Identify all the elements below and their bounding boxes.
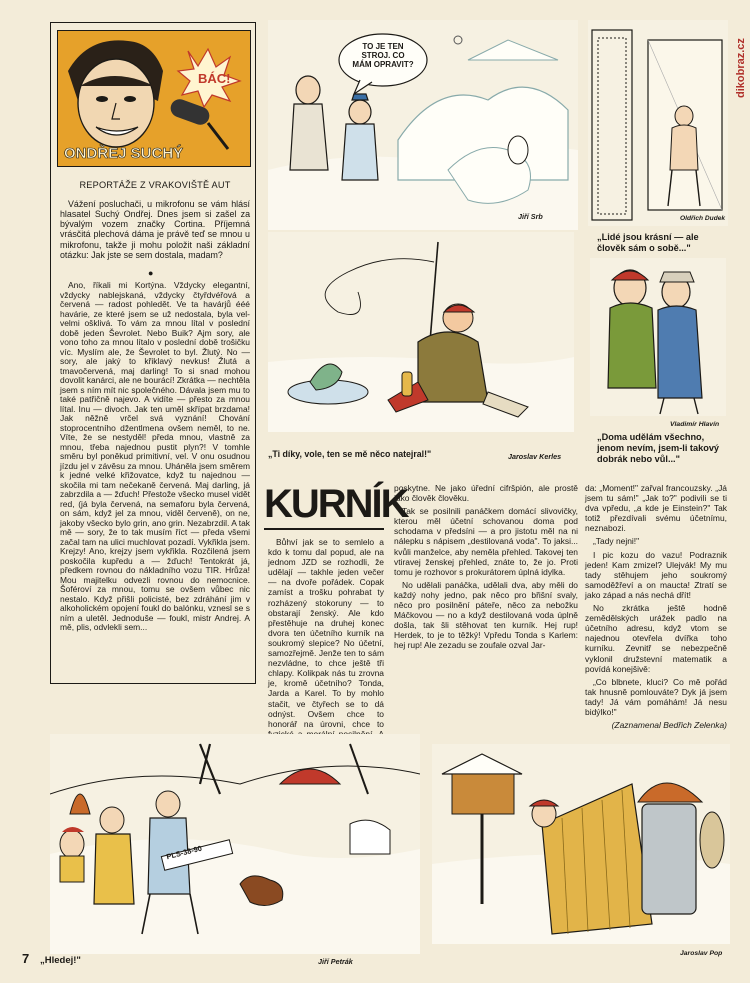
kerles-illustration <box>268 232 574 432</box>
kurnik-column-1 <box>268 537 384 752</box>
cartoon-srb <box>268 20 578 230</box>
bac-exclaim: BÁC! <box>198 71 231 86</box>
petrak-illustration <box>50 734 420 954</box>
hlavin-caption: „Doma udělám všechno, jenom nevím, jsem-li takový dobrák nebo vůl..." <box>597 432 720 464</box>
srb-author: Jiří Srb <box>518 212 543 221</box>
kurnik-col2a: poskytne. Ne jako úřední cifršpión, ale prostě jako člověk člověku. <box>394 483 578 504</box>
kurnik-col3e: „Co blbnete, kluci? Co mě pořád tak hnusně pomlouváte? Dyk já jsem tady! Já vám pomáhám! Já nesu bidýlko!" <box>585 676 727 717</box>
dudek-caption: „Lidé jsou krásní — ale člověk sám o sobě..." <box>597 232 699 253</box>
dudek-author: Oldřich Dudek <box>680 215 726 222</box>
kurnik-col1-text: Bůhví jak se to semlelo a kdo k tomu dal popud, ale na jednom JZD se rozhodli, že udělají — takhle jeden večer — na dvoře pořádek. Copak zamíst a trošku pohrabat ty rozházený stokoruny — to obstarají ženský. Ale kdo přestěhuje na druhej konec dvora ten účetního kurník na soukromý slepice? No účetní, samozřejmě. Jenže ten to sám nezvládne, to chce ještě tři chlapy. Kolikpak nás tu zrovna je, kromě účetního? Tonda, Jarda a Karel. To by mohlo stačit, ve čtyřech se to dá odnýst. Ovšem chce to honorář na úrovni, chce to <box>268 537 384 729</box>
intro-text: Vážení posluchači, u mikrofonu se vám hlásí hlasatel Suchý Ondřej. Dnes jsem si zašel za bývalým vozem značky Cortina. Příjemná vrásčitá plechová dáma je právě teď se mnou u mikrofonu, takže ji mohu položit naši základní otázku: Jak jste se sem dostala, madam? <box>60 199 250 260</box>
interview-answer <box>60 281 250 636</box>
pop-illustration <box>432 744 730 944</box>
section-bullet: ● <box>148 268 154 278</box>
site-watermark: dikobraz.cz <box>735 38 747 98</box>
kurnik-col3d: No zkrátka ještě hodně zemědělských urážek padlo na účetního adresu, když vtom se najednou otevřela dvířka toho kurníku. Zevnitř se nebezpečně vyklonil družstevní matematik a povídá konejšivě: <box>585 603 727 674</box>
kurnik-column-2 <box>394 483 578 654</box>
kurnik-column-3 <box>585 483 727 733</box>
license-plate: PLS-38-90 <box>165 843 203 862</box>
caricature-illustration <box>58 31 250 166</box>
hlavin-author: Vladimír Hlavín <box>670 421 720 428</box>
kurnik-col3b: „Tady nejni!" <box>593 536 640 547</box>
cartoon-dudek <box>588 20 728 226</box>
interview-intro <box>60 199 250 263</box>
kurnik-title-rule <box>264 528 384 530</box>
ondrej-suchy-banner <box>57 30 251 167</box>
dudek-illustration <box>588 20 728 226</box>
interview-heading: REPORTÁŽE Z VRAKOVIŠTĚ AUT <box>79 180 231 190</box>
cartoon-kerles <box>268 232 574 432</box>
kurnik-col2b: Tak se posilnili panáčkem domácí slivovičky, kterou měl účetní schovanou doma pod schodama v předsíni — a pro jistotu měl na ni nálepku s nápisem „destilovaná voda". To jaksi... kvůli manželce, aby neměla přehled. Takovej ten vtiravej ženskej přehled, znáte to, že jo. Proti tomu je rozhovor s prokurátorem úplná idylka. <box>394 506 578 577</box>
cartoon-petrak <box>50 734 420 954</box>
hlavin-illustration <box>590 258 726 416</box>
srb-speech-bubble: TO JE TEN STROJ. CO MÁM OPRAVIT? <box>352 42 414 69</box>
kurnik-col3c: I pic kozu do vazu! Podraznik jeden! Kam zmizel? Ulejvák! My mu tady stěhujem jeho soukromý samoděžřeví a on maucta! Ztratí se jako západ a nás nechá dřít! <box>585 549 727 600</box>
kerles-caption: „Ti díky, vole, ten se mě něco natejral!" <box>268 449 432 459</box>
pop-author: Jaroslav Pop <box>680 950 723 957</box>
page-number: 7 <box>22 951 30 966</box>
kerles-author: Jaroslav Kerles <box>508 452 562 461</box>
kurnik-title: KURNÍK <box>264 482 408 526</box>
cartoon-hlavin <box>590 258 726 416</box>
kurnik-col2c: No udělali panáčka, udělali dva, aby měli do každý nohy jedno, pak něco pro břišní svaly, něco pro posilnění páteře, něco za nebožku Máčkovou — no a když destilovaná voda úplně došla, tak šli stěhovat ten kurník. Hej rup! Herdek, to je to těžký! Vpředu Tonda s Karlem: hej rup! Ale zezadu se zoufale ozval Jar- <box>394 579 578 651</box>
magazine-name: „Hledej!" <box>40 955 81 966</box>
petrak-author: Jiří Petrák <box>318 957 353 966</box>
cartoon-pop <box>432 744 730 944</box>
kurnik-col3a: da: „Moment!" zařval francouzsky. „Já jsem tu sám!" „Jak to?" podivili se ti dva vpředu, „a kde je Einstein?" Tak totiž přezdívali svému účetnímu, neznabozi. <box>585 483 727 534</box>
answer-text: Ano, říkali mi Kortýna. Vždycky elegantní, vždycky nablejskaná, vždycky čtyřdvéřová a červená — radost pohledět. Ve ta havárjů ééé havárie, ze které jsem se už nedostala, byla vel-velmi ošklivá. To vám za mnou lítal v poslední době jeden Ševrolet. Nebo Buik? Ajm sory, ale vono toho za mnou lítalo v poslední době trošičku víc. Myslím ale, že Ševrolet to byl. Žlutý. No — sory, ale jaký to křiklavý nevkus! Žlutá a tmavočervená, maj darling! To si snad mohou dovolit kanárci, ale ne bourácí! Zkrátka — nechtěla jsem s ním mít nic společného. Dávala jsem mu to také patřičně najevo. A vidíte — přesto za mnou lítal. Inu — divoch. Jak ten uměl skřípat brzdama! Jak něžně vrčel svá vyznání! Chování stoprocentního džentlmena ovšem neměl, to ne. Víte, že se nestyděl! předa mnou, vlastně za mnou, třeba najednou pustit plyn?! V tomhle směru byl poněkud primitivní, vel. V onu osudnou jízdu jel v závěsu za mnou. Uháněla jsem směrem k jedné velké křižovatce, když tu najednou — skočila mi tam nečekaně červená. Maj darling, já zabrzdila a — žďuch! Přestože všecko musel vidět red, (já byla červená, na semaforu byla červená, on sám, když jel za mnou, viděl červeně), on ne, jakoby všecko bylo grin, ano grin. Nezabrzdil. A tak mě — sory, že to tak musím říct — předa všemi začal tam na ulici muchlovat pozadí. Vykřikla jsem. Krejzy! Ano, krejzy jsem vykřikla. Rozčilená jsem poskočila kupředu a — žďuch! Tentokrát já, předkem rovnou do nákladního vozu TIR. Hrůza! Mou majitelku odvezli rovnou do nemocnice. Šoféroví za mnou, tomu se ovšem vůbec nic nestalo. Když přišli policisté, bez zdráhání jim v alkoholickém opojení foukl do balónku, vznesl se s ním a uletěl. Jednoduše — foukl, mistr Andrej. A mě, plis, odvlekli sem... <box>60 280 250 632</box>
kurnik-signature: (Zaznamenal Bedřich Zelenka) <box>611 720 727 731</box>
banner-name: ONDŘEJ SUCHÝ <box>64 145 184 162</box>
srb-illustration <box>268 20 578 230</box>
